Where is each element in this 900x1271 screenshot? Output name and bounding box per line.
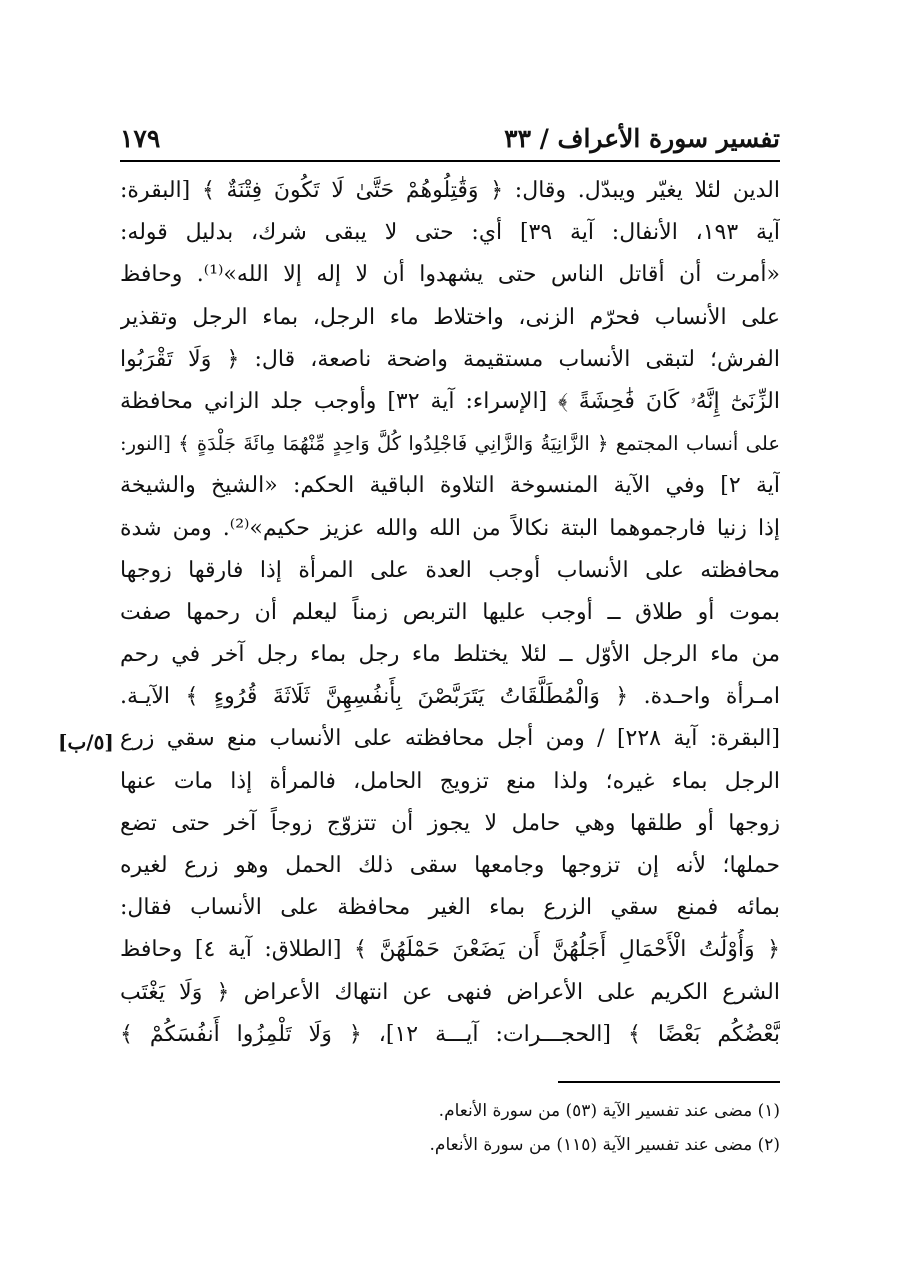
page-header [120, 118, 780, 158]
text-line: من ماء الرجل الأوّل ــ لئلا يختلط ماء رجل بماء رجل آخر في رحم [120, 642, 780, 668]
text-line: زوجها أو طلقها وهي حامل لا يجوز أن تتزوّج زوجاً آخر حتى تضع [120, 810, 780, 836]
text-line: آية ١٩٣، الأنفال: آية ٣٩] أي: حتى لا يبقى شرك، بدليل قوله: [120, 220, 780, 246]
body-text [120, 170, 780, 1056]
header-rule [120, 160, 780, 162]
page-number: ١٧٩ [120, 123, 161, 153]
text-line: ﴿ وَأُوْلَٰتُ الْأَحْمَالِ أَجَلُهُنَّ أَن يَضَعْنَ حَمْلَهُنَّ ﴾ [الطلاق: آية ٤] وحافظ [120, 937, 780, 963]
text-line: بمائه فمنع سقي الزرع بماء الغير محافظة على الأنساب فقال: [120, 895, 780, 921]
footnote: (١) مضى عند تفسير الآية (٥٣) من سورة الأنعام. [438, 1101, 780, 1121]
text-line: «أمرت أن أقاتل الناس حتى يشهدوا أن لا إله إلا الله»⁽¹⁾. وحافظ [120, 262, 780, 288]
manuscript-folio-marker: [٥/ب] [58, 730, 114, 754]
text-line: الفرش؛ لتبقى الأنساب مستقيمة واضحة ناصعة، قال: ﴿ وَلَا تَقْرَبُوا [120, 346, 780, 372]
text-line: على أنساب المجتمع ﴿ الزَّانِيَةُ وَالزَّانِي فَاجْلِدُوا كُلَّ وَاحِدٍ مِّنْهُمَا مِائَةَ جَلْدَةٍ ﴾ [النور: [120, 432, 780, 456]
text-line: آية ٢] وفي الآية المنسوخة التلاوة الباقية الحكم: «الشيخ والشيخة [120, 473, 780, 499]
footnote-separator [558, 1081, 780, 1083]
footnotes [430, 1094, 780, 1162]
running-title: تفسير سورة الأعراف / ٣٣ [504, 123, 780, 153]
text-line: حملها؛ لأنه إن تزوجها وجامعها سقى ذلك الحمل وهو زرع لغيره [120, 853, 780, 878]
text-line: بموت أو طلاق ــ أوجب عليها التربص زمناً ليعلم أن رحمها صفت [120, 599, 780, 625]
text-line: الرجل بماء غيره؛ ولذا منع تزويج الحامل، فالمرأة إذا مات عنها [120, 768, 780, 794]
text-line: الزِّنَىٰٓ إِنَّهُۥ كَانَ فَٰحِشَةً ﴾ [الإسراء: آية ٣٢] وأوجب جلد الزاني محافظة [120, 388, 780, 414]
text-line: محافظته على الأنساب أوجب العدة على المرأة إذا فارقها زوجها [120, 557, 780, 583]
text-line: إذا زنيا فارجموهما البتة نكالاً من الله والله عزيز حكيم»⁽²⁾. ومن شدة [120, 515, 780, 541]
text-line: بَّعْضُكُم بَعْضًا ﴾ [الحجـــرات: آيـــة ١٢]، ﴿ وَلَا تَلْمِزُوا أَنفُسَكُمْ ﴾ [120, 1021, 780, 1047]
text-line: [البقرة: آية ٢٢٨] / ومن أجل محافظته على الأنساب منع سقي زرع [120, 726, 780, 752]
text-line: الدين لئلا يغيّر ويبدّل. وقال: ﴿ وَقَٰتِلُوهُمْ حَتَّىٰ لَا تَكُونَ فِتْنَةٌ ﴾ [البقرة: [120, 178, 780, 203]
text-line: الشرع الكريم على الأعراض فنهى عن انتهاك الأعراض ﴿ وَلَا يَغْتَب [120, 979, 780, 1005]
footnote: (٢) مضى عند تفسير الآية (١١٥) من سورة الأنعام. [429, 1135, 780, 1155]
text-line: امـرأة واحـدة. ﴿ وَالْمُطَلَّقَاتُ يَتَرَبَّصْنَ بِأَنفُسِهِنَّ ثَلَاثَةَ قُرُوءٍ ﴾ الآيـة. [120, 684, 780, 710]
text-line: على الأنساب فحرّم الزنى، واختلاط ماء الرجل، بماء الرجل وتقذير [120, 304, 780, 330]
